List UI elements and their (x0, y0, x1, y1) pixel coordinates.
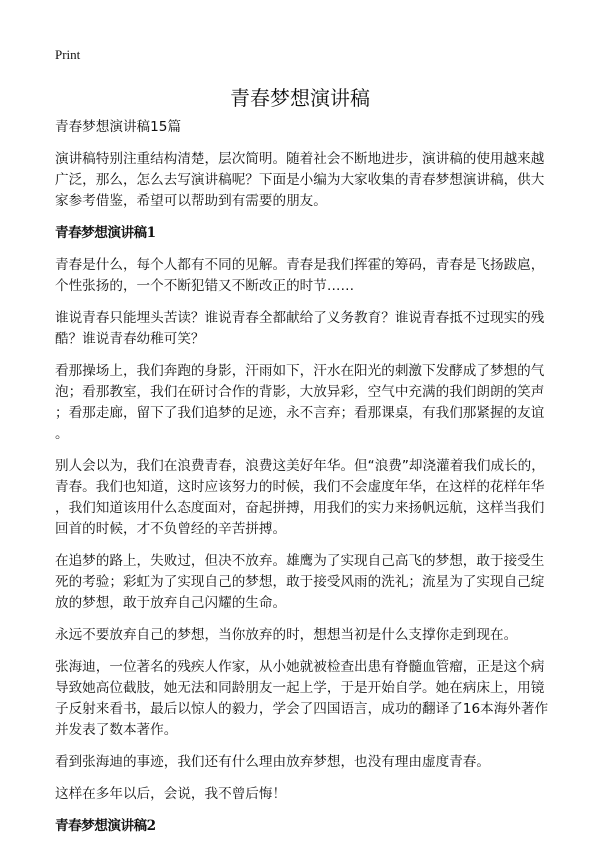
document-body (55, 117, 555, 848)
paragraph (55, 752, 555, 773)
text-line: 别人会以为，我们在浪费青春，浪费这美好年华。但“浪费”却浇灌着我们成长的， (55, 458, 545, 474)
paragraph (55, 551, 555, 614)
paragraph (55, 784, 555, 805)
paragraph (55, 117, 555, 138)
text-line: ；看那走廊，留下了我们追梦的足迹，永不言弃；看那课桌，有我们那紧握的友谊 (55, 405, 545, 421)
paragraph (55, 308, 555, 350)
paragraph (55, 361, 555, 445)
text-line: 青春是什么，每个人都有不同的见解。青春是我们挥霍的筹码，青春是飞扬跋扈， (55, 257, 545, 273)
page-title: 青春梦想演讲稿 (230, 86, 370, 110)
text-line: 并发表了数本著作。 (55, 722, 178, 738)
text-line: 导致她高位截肢，她无法和同龄朋友一起上学，于是开始自学。她在病床上，用镜 (55, 680, 545, 696)
text-line: 回首的时候，才不负曾经的辛苦拼搏。 (55, 521, 287, 537)
paragraph (55, 456, 555, 540)
text-line: 青春梦想演讲稿15篇 (55, 119, 182, 135)
text-line: 这样在多年以后，会说，我不曾后悔！ (55, 786, 287, 802)
text-line: 永远不要放弃自己的梦想，当你放弃的时，想想当初是什么支撑你走到现在。 (55, 627, 518, 643)
text-line: 广泛，那么，怎么去写演讲稿呢？下面是小编为大家收集的青春梦想演讲稿，供大 (55, 172, 545, 188)
text-line: 在追梦的路上，失败过，但决不放弃。雄鹰为了实现自己高飞的梦想，敢于接受生 (55, 553, 545, 569)
text-line: ，我们知道该用什么态度面对，奋起拼搏，用我们的实力来扬帆远航，这样当我们 (55, 500, 545, 516)
text-line: 泡；看那教室，我们在研讨合作的背影，大放异彩，空气中充满的我们朗朗的笑声 (55, 384, 545, 400)
text-line: 青春。我们也知道，这时应该努力的时候，我们不会虚度年华，在这样的花样年华 (55, 479, 545, 495)
text-line: 青春梦想演讲稿1 (55, 225, 156, 241)
paragraph (55, 255, 555, 297)
paragraph (55, 149, 555, 212)
text-line: 死的考验；彩虹为了实现自己的梦想，敢于接受风雨的洗礼；流星为了实现自己绽 (55, 574, 545, 590)
text-line: 演讲稿特别注重结构清楚，层次简明。随着社会不断地进步，演讲稿的使用越来越 (55, 151, 545, 167)
text-line: 谁说青春只能埋头苦读？谁说青春全都献给了义务教育？谁说青春抵不过现实的残 (55, 310, 545, 326)
text-line: 酷？谁说青春幼稚可笑？ (55, 331, 205, 347)
text-line: 看那操场上，我们奔跑的身影，汗雨如下，汗水在阳光的刺激下发酵成了梦想的气 (55, 363, 545, 379)
text-line: 张海迪，一位著名的残疾人作家，从小她就被检查出患有脊髓血管瘤，正是这个病 (55, 659, 545, 675)
print-link[interactable]: Print (55, 47, 81, 62)
paragraph (55, 625, 555, 646)
text-line: 家参考借鉴，希望可以帮助到有需要的朋友。 (55, 193, 327, 209)
section-heading (55, 223, 555, 244)
paragraph (55, 657, 555, 741)
text-line: 放的梦想，敢于放弃自己闪耀的生命。 (55, 595, 287, 611)
text-line: 看到张海迪的事迹，我们还有什么理由放弃梦想，也没有理由虚度青春。 (55, 754, 490, 770)
text-line: 青春梦想演讲稿2 (55, 818, 156, 834)
section-heading (55, 816, 555, 837)
text-line: 子反射来看书，最后以惊人的毅力，学会了四国语言，成功的翻译了16本海外著作 (55, 701, 549, 717)
text-line: 。 (55, 426, 69, 442)
text-line: 个性张扬的，一个不断犯错又不断改正的时节…… (55, 278, 355, 294)
